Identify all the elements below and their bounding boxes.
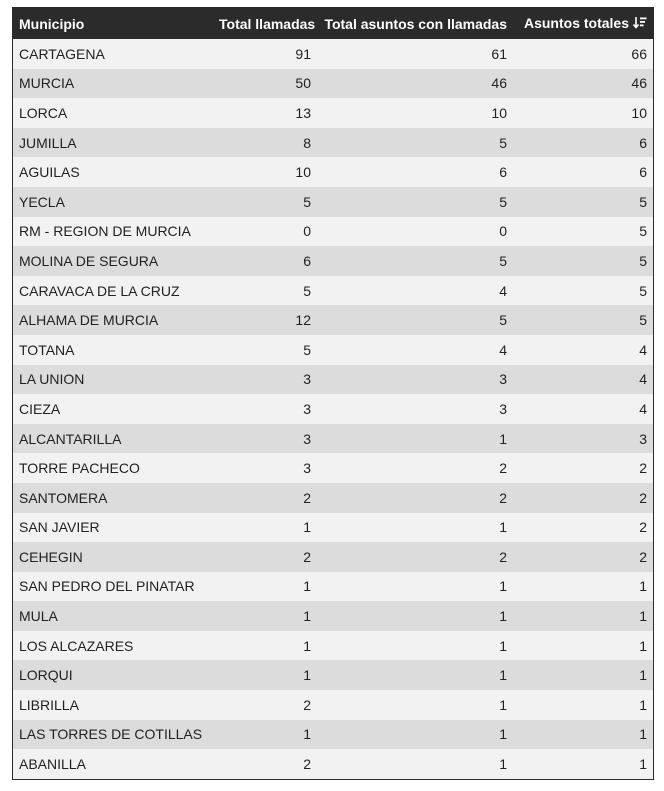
cell-asuntos-totales: 6	[639, 134, 647, 151]
cell-municipio: TORRE PACHECO	[19, 460, 140, 477]
cell-total-llamadas: 10	[295, 164, 311, 181]
cell-total-llamadas: 12	[295, 312, 311, 329]
cell-total-llamadas: 1	[303, 726, 311, 743]
cell-asuntos-totales: 4	[639, 371, 647, 388]
cell-total-asuntos-con-llamadas: 5	[499, 193, 507, 210]
cell-total-asuntos-con-llamadas: 1	[499, 519, 507, 536]
cell-asuntos-totales: 2	[639, 519, 647, 536]
table-row	[13, 542, 653, 572]
cell-total-llamadas: 1	[303, 519, 311, 536]
cell-municipio: YECLA	[19, 193, 65, 210]
cell-municipio: AGUILAS	[19, 164, 80, 181]
header-asuntos-totales[interactable]	[513, 8, 653, 39]
cell-asuntos-totales: 46	[631, 75, 647, 92]
cell-total-asuntos-con-llamadas: 0	[499, 223, 507, 240]
table-row	[13, 305, 653, 335]
cell-municipio: JUMILLA	[19, 134, 77, 151]
cell-municipio: ABANILLA	[19, 756, 86, 773]
cell-municipio: LORCA	[19, 104, 68, 121]
cell-asuntos-totales: 66	[631, 45, 647, 62]
cell-total-llamadas: 91	[295, 45, 311, 62]
cell-municipio: CARTAGENA	[19, 45, 105, 62]
cell-total-asuntos-con-llamadas: 2	[499, 460, 507, 477]
header-municipio[interactable]: Municipio	[19, 15, 85, 32]
cell-total-llamadas: 6	[303, 252, 311, 269]
cell-total-asuntos-con-llamadas: 1	[499, 667, 507, 684]
cell-total-llamadas: 5	[303, 341, 311, 358]
cell-total-llamadas: 5	[303, 193, 311, 210]
cell-municipio: CARAVACA DE LA CRUZ	[19, 282, 180, 299]
cell-asuntos-totales: 5	[639, 282, 647, 299]
table-row	[13, 157, 653, 187]
cell-municipio: LORQUI	[19, 667, 73, 684]
header-asuntos-totales-label: Asuntos totales	[523, 14, 629, 31]
cell-asuntos-totales: 1	[639, 726, 647, 743]
cell-asuntos-totales: 5	[639, 252, 647, 269]
cell-municipio: SAN JAVIER	[19, 519, 100, 536]
municipios-table	[13, 8, 653, 779]
header-total-asuntos-con-llamadas[interactable]: Total asuntos con llamadas	[324, 15, 507, 32]
cell-municipio: SAN PEDRO DEL PINATAR	[19, 578, 195, 595]
table-row	[13, 217, 653, 247]
cell-asuntos-totales: 5	[639, 193, 647, 210]
cell-total-asuntos-con-llamadas: 61	[491, 45, 507, 62]
cell-asuntos-totales: 1	[639, 696, 647, 713]
data-table-container	[12, 7, 654, 780]
table-row	[13, 720, 653, 750]
cell-total-asuntos-con-llamadas: 1	[499, 726, 507, 743]
cell-total-llamadas: 5	[303, 282, 311, 299]
table-row	[13, 69, 653, 99]
cell-total-llamadas: 8	[303, 134, 311, 151]
cell-municipio: LIBRILLA	[19, 696, 79, 713]
cell-total-asuntos-con-llamadas: 3	[499, 371, 507, 388]
cell-municipio: SANTOMERA	[19, 489, 108, 506]
cell-total-asuntos-con-llamadas: 3	[499, 400, 507, 417]
cell-municipio: CIEZA	[19, 400, 61, 417]
cell-total-llamadas: 0	[303, 223, 311, 240]
cell-total-asuntos-con-llamadas: 4	[499, 282, 507, 299]
cell-total-llamadas: 3	[303, 460, 311, 477]
cell-total-asuntos-con-llamadas: 1	[499, 696, 507, 713]
cell-municipio: CEHEGIN	[19, 548, 83, 565]
table-row	[13, 483, 653, 513]
table-row	[13, 601, 653, 631]
table-row	[13, 276, 653, 306]
cell-total-llamadas: 13	[295, 104, 311, 121]
cell-total-asuntos-con-llamadas: 5	[499, 312, 507, 329]
cell-asuntos-totales: 1	[639, 608, 647, 625]
table-row	[13, 453, 653, 483]
cell-total-asuntos-con-llamadas: 2	[499, 548, 507, 565]
cell-total-asuntos-con-llamadas: 1	[499, 756, 507, 773]
cell-total-llamadas: 1	[303, 667, 311, 684]
cell-total-llamadas: 3	[303, 400, 311, 417]
table-row	[13, 660, 653, 690]
cell-total-llamadas: 50	[295, 75, 311, 92]
cell-asuntos-totales: 1	[639, 578, 647, 595]
cell-total-asuntos-con-llamadas: 5	[499, 134, 507, 151]
cell-municipio: ALHAMA DE MURCIA	[19, 312, 159, 329]
table-row	[13, 394, 653, 424]
cell-municipio: MOLINA DE SEGURA	[19, 252, 159, 269]
cell-asuntos-totales: 5	[639, 223, 647, 240]
table-row	[13, 98, 653, 128]
table-row	[13, 365, 653, 395]
cell-municipio: RM - REGION DE MURCIA	[19, 223, 191, 240]
cell-asuntos-totales: 2	[639, 548, 647, 565]
table-row	[13, 513, 653, 543]
cell-municipio: ALCANTARILLA	[19, 430, 122, 447]
cell-total-asuntos-con-llamadas: 1	[499, 578, 507, 595]
sort-descending-icon[interactable]	[633, 16, 647, 33]
table-row	[13, 128, 653, 158]
cell-municipio: LA UNION	[19, 371, 85, 388]
cell-asuntos-totales: 2	[639, 489, 647, 506]
table-row	[13, 335, 653, 365]
cell-municipio: MURCIA	[19, 75, 75, 92]
cell-total-llamadas: 1	[303, 637, 311, 654]
cell-asuntos-totales: 10	[631, 104, 647, 121]
table-row	[13, 39, 653, 69]
cell-asuntos-totales: 3	[639, 430, 647, 447]
cell-total-llamadas: 2	[303, 696, 311, 713]
cell-total-asuntos-con-llamadas: 5	[499, 252, 507, 269]
table-row	[13, 749, 653, 779]
cell-asuntos-totales: 4	[639, 400, 647, 417]
cell-total-asuntos-con-llamadas: 2	[499, 489, 507, 506]
cell-asuntos-totales: 1	[639, 756, 647, 773]
cell-total-asuntos-con-llamadas: 1	[499, 637, 507, 654]
cell-total-llamadas: 2	[303, 756, 311, 773]
table-row	[13, 246, 653, 276]
table-row	[13, 690, 653, 720]
table-row	[13, 187, 653, 217]
cell-total-llamadas: 2	[303, 489, 311, 506]
cell-total-asuntos-con-llamadas: 1	[499, 430, 507, 447]
cell-asuntos-totales: 1	[639, 667, 647, 684]
table-header-row	[13, 8, 653, 39]
cell-total-asuntos-con-llamadas: 4	[499, 341, 507, 358]
cell-municipio: LOS ALCAZARES	[19, 637, 134, 654]
cell-asuntos-totales: 6	[639, 164, 647, 181]
cell-asuntos-totales: 5	[639, 312, 647, 329]
cell-asuntos-totales: 4	[639, 341, 647, 358]
cell-total-llamadas: 2	[303, 548, 311, 565]
table-row	[13, 572, 653, 602]
cell-total-llamadas: 1	[303, 578, 311, 595]
cell-total-asuntos-con-llamadas: 10	[491, 104, 507, 121]
cell-asuntos-totales: 2	[639, 460, 647, 477]
cell-municipio: MULA	[19, 608, 58, 625]
cell-total-asuntos-con-llamadas: 46	[491, 75, 507, 92]
cell-municipio: LAS TORRES DE COTILLAS	[19, 726, 203, 743]
cell-total-llamadas: 1	[303, 608, 311, 625]
table-row	[13, 631, 653, 661]
header-total-llamadas[interactable]: Total llamadas	[219, 15, 316, 32]
cell-municipio: TOTANA	[19, 341, 75, 358]
cell-total-asuntos-con-llamadas: 1	[499, 608, 507, 625]
cell-total-asuntos-con-llamadas: 6	[499, 164, 507, 181]
cell-total-llamadas: 3	[303, 371, 311, 388]
table-row	[13, 424, 653, 454]
cell-asuntos-totales: 1	[639, 637, 647, 654]
cell-total-llamadas: 3	[303, 430, 311, 447]
